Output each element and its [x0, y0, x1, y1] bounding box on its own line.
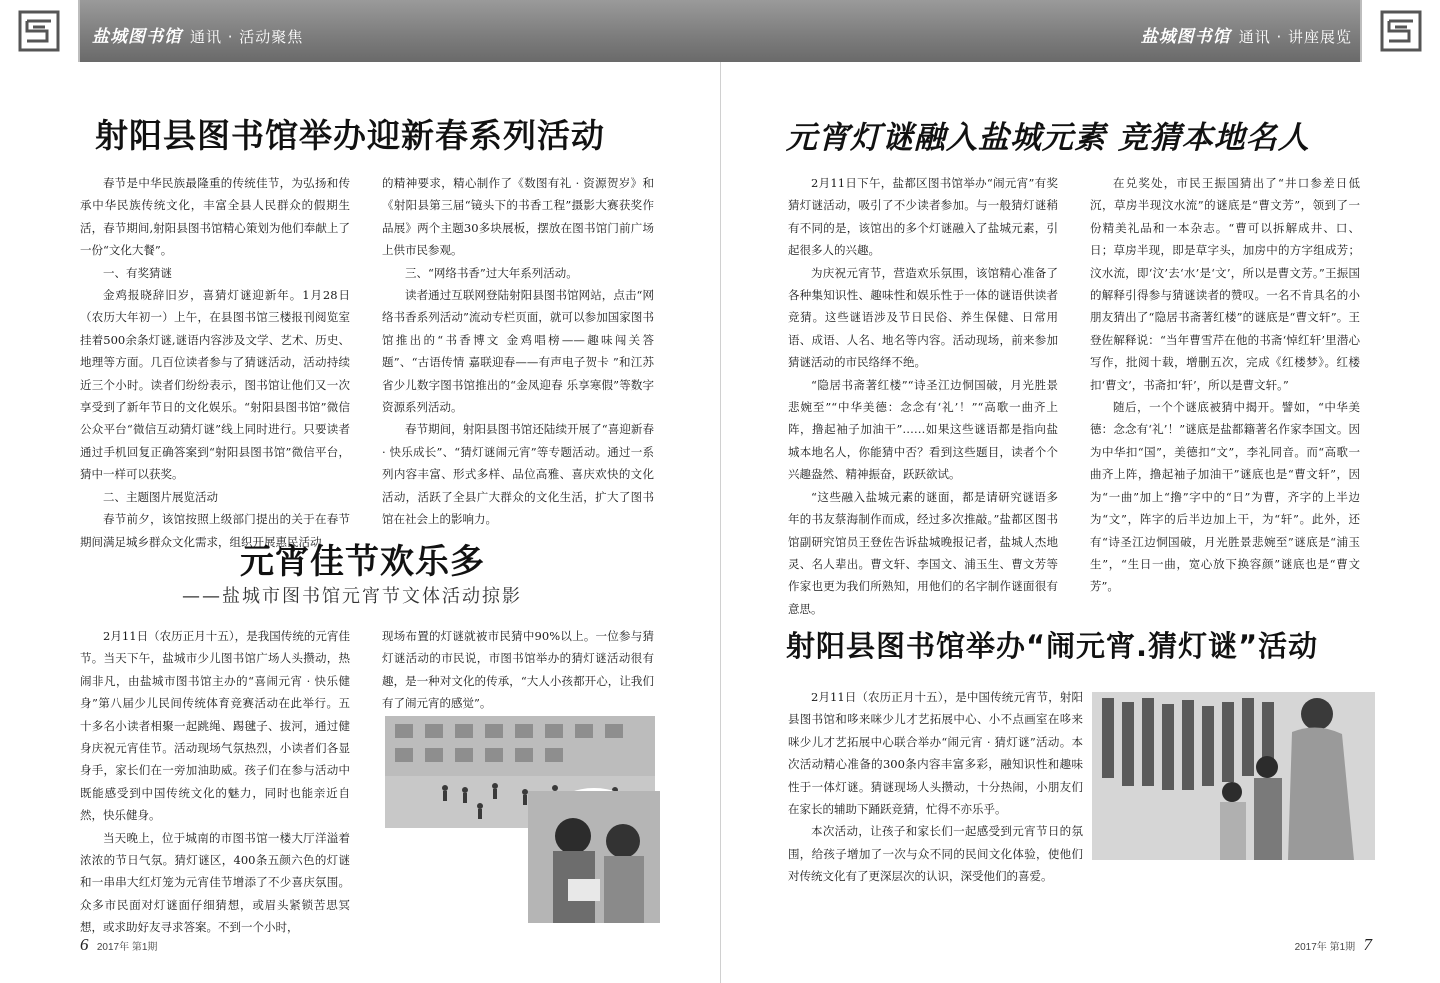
article-column-1 — [80, 172, 350, 549]
article-title: 元宵佳节欢乐多 — [240, 542, 485, 582]
paragraph: 金鸡报晓辞旧岁，喜猜灯谜迎新年。1月28日（农历大年初一）上午，在县图书馆三楼报刊阅览室挂着500余条灯谜,谜语内容涉及文学、艺术、历史、地理等方面。几百位读者参与了猜谜活动，活动持续近三个小时。读者们纷纷表示，图书馆让他们又一次享受到了新年节日的文化娱乐。“射阳县图书馆”微信公众平台“微信互动猜灯谜”线上同时进行。只要读者通过手机回复正确答案到“射阳县图书馆”微信平台，猜中一样可以获奖。 — [80, 288, 350, 482]
page-footer — [1295, 935, 1372, 955]
article-title: 射阳县图书馆举办迎新春系列活动 — [95, 116, 605, 155]
section-heading: 二、主题图片展览活动 — [103, 489, 218, 504]
page-footer — [80, 935, 157, 955]
riddle-viewing-photo — [1092, 692, 1375, 860]
header-brand — [1141, 22, 1352, 47]
paragraph: 2月11日下午，盐都区图书馆举办“闹元宵”有奖猜灯谜活动，吸引了不少读者参加。与一般猜灯谜稍有不同的是，该馆出的多个灯谜融入了盐城元素，引起很多人的兴趣。 — [788, 176, 1058, 258]
issue-label: 2017年 第1期 — [96, 942, 158, 953]
article-column-1 — [788, 686, 1083, 916]
paragraph: 随后，一个个谜底被猜中揭开。譬如，“中华美德：念念有‘礼’！”谜底是盐都籍著名作家李国文。因为中华扣“国”，美德扣“文”，李礼同音。而“高歌一曲齐上阵，撸起袖子加油干”谜底也是“曹文轩”，因为“一曲”加上“撸”字中的“日”为曹，齐字的上半边为“文”，阵字的后半边加上干，为“轩”。此外，还有“诗圣江边恫国破，月光胜景悲婉至”谜底是“浦玉生”，“生日一曲，宽心放下换容颜”谜底也是“曹文芳”。 — [1090, 400, 1360, 594]
paragraph: “隐居书斋著红楼”“诗圣江边恫国破，月光胜景悲婉至”“中华美德：念念有‘礼’！”“高歌一曲齐上阵，撸起袖子加油干”……如果这些谜语都是指向盐城本地名人，你能猜中否？看到这些题目，读者个个兴趣盎然、精神振奋，跃跃欲试。 — [788, 377, 1058, 482]
paragraph: 本次活动，让孩子和家长们一起感受到元宵节日的氛围，给孩子增加了一次与众不同的民间文化体验，使他们对传统文化有了更深层次的认识，深受他们的喜爱。 — [788, 824, 1083, 884]
section-heading: 三、“网络书香”过大年系列活动。 — [405, 265, 578, 280]
paragraph: 在兑奖处，市民王振国猜出了“井口参差日低沉，草房半现汶水流”的谜底是“曹文芳”，领到了一份精美礼品和一本杂志。“曹可以拆解成井、口、日；草房半现，即是草字头，加房中的方字组成芳；汶水流，即‘汶’去‘水’是‘文’，所以是曹文芳。”王振国的解释引得参与猜谜读者的赞叹。一名不肯具名的小朋友猜出了“隐居书斋著红楼”的谜底是“曹文轩”。王登佐解释说：“当年曹雪芹在他的书斋‘悼红轩’里潜心写作，批阅十载，增删五次，完成《红楼梦》。红楼扣‘曹文’，书斋扣‘轩’，所以是曹文轩。” — [1090, 176, 1360, 392]
article-title: 射阳县图书馆举办“闹元宵.猜灯谜”活动 — [786, 629, 1319, 663]
article-column-2 — [382, 625, 654, 715]
brand-name: 盐城图书馆 — [1140, 27, 1231, 47]
left-header — [0, 0, 720, 62]
header-section: 通讯 · 活动聚焦 — [190, 28, 304, 46]
paragraph: 春节期间，射阳县图书馆还陆续开展了“喜迎新春 · 快乐成长”、“猜灯谜闹元宵”等专题活动。通过一系列内容丰富、形式多样、品位高雅、喜庆欢快的文化活动，活跃了全县广大群众的文化生活，扩大了图书馆在社会上的影响力。 — [382, 422, 654, 527]
paragraph: 现场布置的灯谜就被市民猜中90%以上。一位参与猜灯谜活动的市民说，市图书馆举办的猜灯谜活动很有趣，是一种对文化的传承，“大人小孩都开心，让我们有了闹元宵的感觉”。 — [382, 629, 654, 711]
library-logo-icon — [0, 0, 80, 62]
article-column-2 — [382, 172, 654, 527]
paragraph: 的精神要求，精心制作了《数图有礼 · 资源贺岁》和《射阳县第三届“镜头下的书香工程”摄影大赛获奖作品展》两个主题30多块展板，摆放在图书馆门前广场上供市民参观。 — [382, 176, 654, 258]
page-number: 7 — [1363, 935, 1372, 954]
library-logo-icon — [1360, 0, 1440, 62]
paragraph: 当天晚上，位于城南的市图书馆一楼大厅洋溢着浓浓的节日气氛。猜灯谜区，400条五颜六色的灯谜和一串串大红灯笼为元宵佳节增添了不少喜庆氛围。众多市民面对灯谜面仔细猜想，或眉头紧锁苦思冥想，或求助好友寻求答案。不到一个小时， — [80, 830, 350, 935]
paragraph: 春节是中华民族最隆重的传统佳节，为弘扬和传承中华民族传统文化，丰富全县人民群众的假期生活，春节期间,射阳县图书馆精心策划为他们奉献上了一份“文化大餐”。 — [80, 176, 350, 258]
brand-name: 盐城图书馆 — [92, 27, 182, 47]
article-title: 元宵灯谜融入盐城元素 竞猜本地名人 — [786, 120, 1310, 156]
issue-label: 2017年 第1期 — [1294, 942, 1356, 953]
paragraph: 为庆祝元宵节，营造欢乐氛围，该馆精心准备了各种集知识性、趣味性和娱乐性于一体的谜语供读者竞猜。这些谜语涉及节日民俗、养生保健、日常用语、成语、人名、地名等内容。活动现场，前来参加猜谜活动的市民络绎不绝。 — [788, 265, 1058, 370]
right-header — [720, 0, 1440, 62]
article-subtitle: ——盐城市图书馆元宵节文体活动掠影 — [182, 586, 522, 607]
article-column-1 — [80, 625, 350, 935]
article-column-2 — [1090, 172, 1360, 594]
section-heading: 一、有奖猜谜 — [103, 265, 172, 280]
paragraph: 2月11日（农历正月十五），是我国传统的元宵佳节。当天下午，盐城市少儿图书馆广场人头攒动，热闹非凡，由盐城市图书馆主办的“喜闹元宵 · 快乐健身”第八届少儿民间传统体育竞赛活动在此举行。五十多名小读者相聚一起跳绳、踢毽子、拔河，通过健身庆祝元宵佳节。活动现场气氛热烈，小读者们各显身手，家长们在一旁加油助威。孩子们在参与活动中既能感受到中国传统文化的魅力，同时也能亲近自然，快乐健身。 — [80, 629, 350, 823]
header-section: 通讯 · 讲座展览 — [1238, 28, 1352, 46]
paragraph: 春节前夕，该馆按照上级部门提出的关于在春节期间满足城乡群众文化需求，组织开展惠民活动 — [80, 512, 350, 549]
lantern-riddle-photo — [525, 788, 663, 926]
paragraph: 2月11日（农历正月十五），是中国传统元宵节，射阳县图书馆和哆来咪少儿才艺拓展中心、小不点画室在哆来咪少儿才艺拓展中心联合举办“闹元宵 · 猜灯谜”活动。本次活动精心准备的300条内容丰富多彩，融知识性和趣味性于一体灯谜。猜谜现场人头攒动，十分热闹，小朋友们在家长的辅助下踊跃竞猜，忙得不亦乐乎。 — [788, 690, 1083, 817]
paragraph: “这些融入盐城元素的谜面，都是请研究谜语多年的书友蔡海制作而成，经过多次推敲。”盐都区图书馆副研究馆员王登佐告诉盐城晚报记者，盐城人杰地灵、名人辈出。曹文轩、李国文、浦玉生、曹文芳等作家也更为我们所熟知，用他们的名字制作谜面很有意思。 — [788, 489, 1058, 616]
header-brand — [92, 22, 303, 47]
page-number: 6 — [80, 935, 89, 954]
right-page — [720, 0, 1440, 983]
article-column-1 — [788, 172, 1058, 616]
paragraph: 读者通过互联网登陆射阳县图书馆网站，点击“网络书香系列活动”流动专栏页面，就可以参加国家图书馆推出的“书香博文 金鸡唱榜——趣味闯关答题”、“古语传情 嘉联迎春——有声电子贺卡 ”和江苏省少儿数字图书馆推出的“金凤迎春 乐享寒假”等数字资源系列活动。 — [382, 288, 654, 415]
